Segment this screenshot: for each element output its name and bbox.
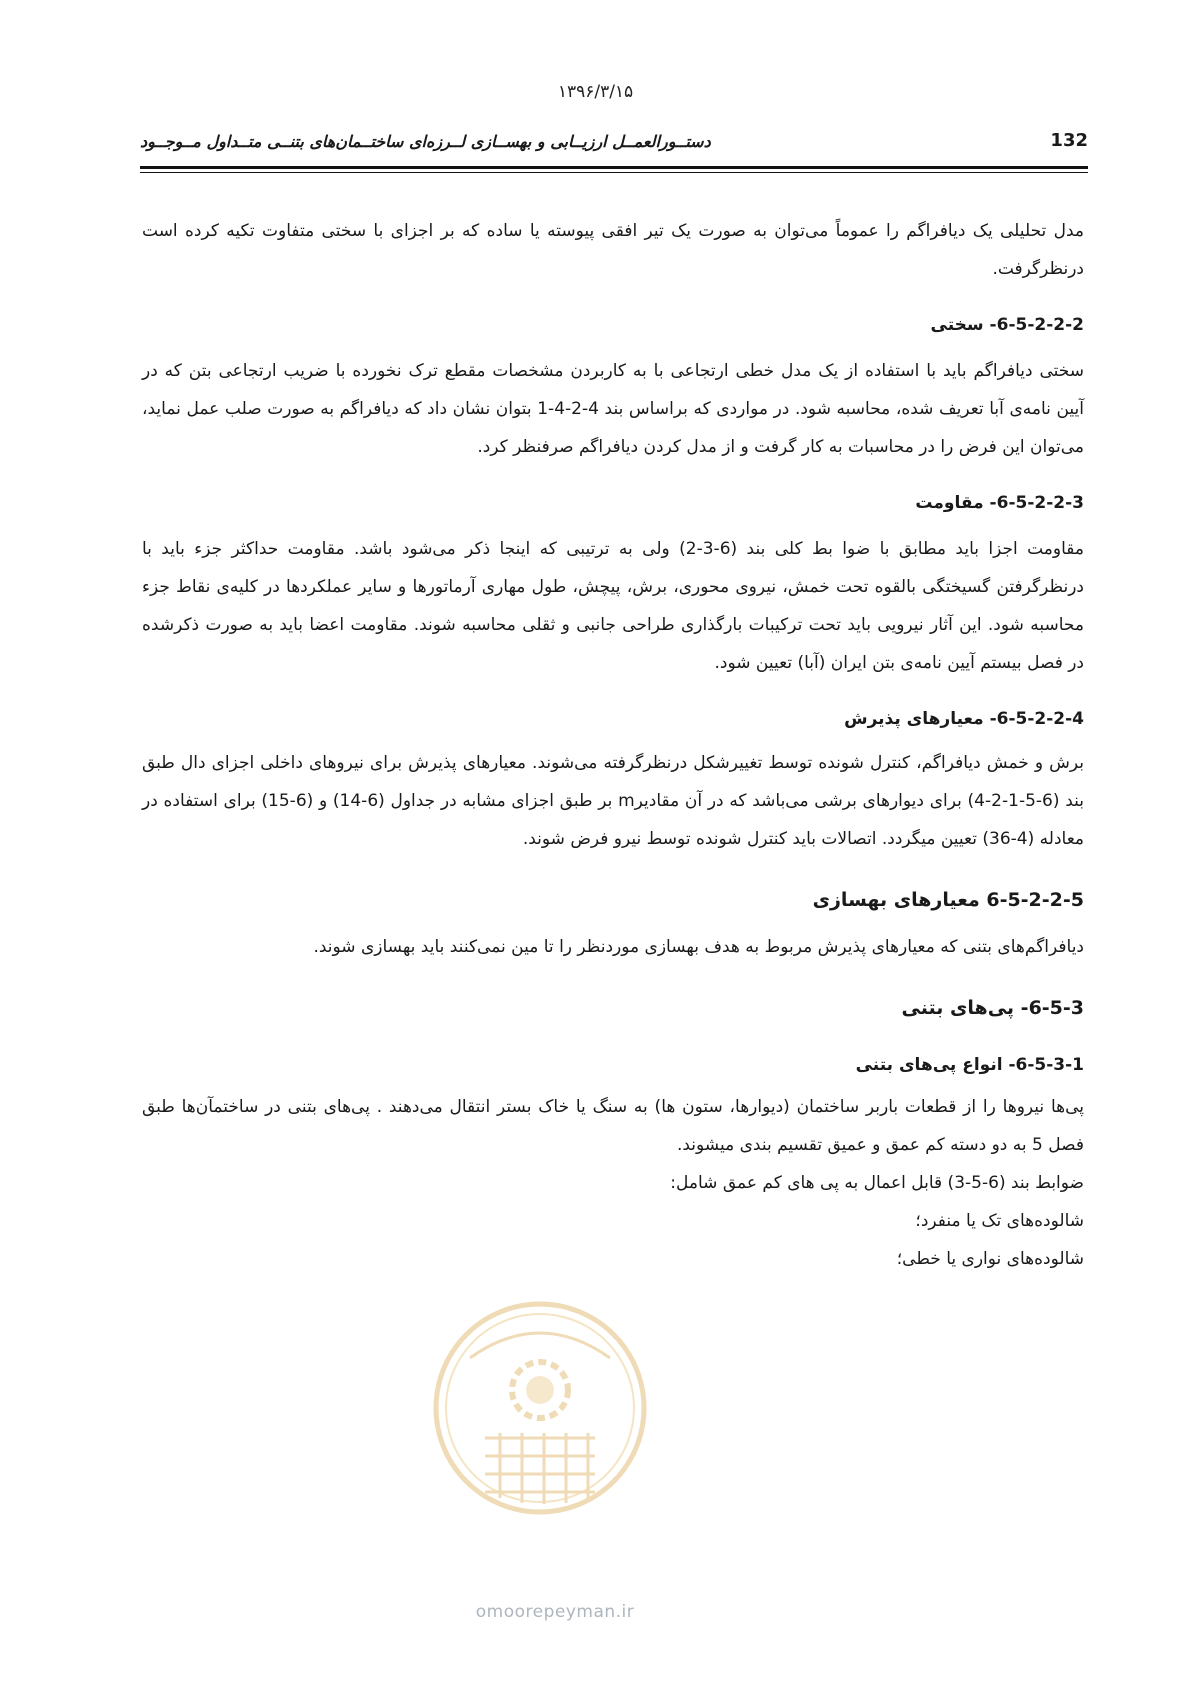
watermark-seal-icon — [430, 1298, 650, 1518]
watermark-url: omoorepeyman.ir — [475, 1602, 635, 1622]
strength-paragraph: مقاومت اجزا باید مطابق با ضوا بط کلی بند (6-3-2) ولی به ترتیبی که اینجا ذکر می‌شود باشد. مقاومت حداکثر جزء باید با درنظرگرفتن گسیختگی بالقوه تحت خمش، نیروی محوری، برش، پیچش، طول مهاری آرماتورها و سایر عملکردها در کلیه‌ی نقاط جزء محاسبه شود. این آثار نیرویی باید تحت ترکیبات بارگذاری طراحی جانبی و ثقلی محاسبه شوند. مقاومت اعضا باید به صورت ذکرشده در فصل بیستم آیین نامه‌ی بتن ایران (آبا) تعیین شود. — [142, 539, 1084, 673]
stiffness-paragraph: سختی دیافراگم باید با استفاده از یک مدل خطی ارتجاعی با به کاربردن مشخصات مقطع ترک نخورده با ضریب ارتجاعی بتن که در آیین نامه‌ی آبا تعریف شده، محاسبه شود. در مواردی که براساس بند 4-2-4-1 بتوان نشان داد که دیافراگم به صورت صلب عمل نماید، می‌توان این فرض را در محاسبات به کار گرفت و از مدل کردن دیافراگم صرفنظر کرد. — [142, 361, 1084, 457]
section-heading-foundation-types: 6-5-3-1- انواع پی‌های بتنی — [855, 1055, 1084, 1075]
acceptance-paragraph: برش و خمش دیافراگم، کنترل شونده توسط تغییرشکل درنظرگرفته می‌شوند. معیارهای پذیرش برای نیروهای داخلی اجزای دال طبق بند (6-5-1-2-4) برای دیوارهای برشی می‌باشد که در آن مقادیرm بر طبق اجزای مشابه در جداول (6-14) و (6-15) برای استفاده در معادله (4-36) تعیین میگردد. اتصالات باید کنترل شونده توسط نیرو فرض شوند. — [142, 753, 1084, 849]
page-content — [142, 212, 1084, 1278]
section-heading-foundations: 6-5-3- پی‌های بتنی — [901, 997, 1084, 1019]
page-number: 132 — [1050, 130, 1088, 151]
section-heading-retrofit: 6-5-2-2-5 معیارهای بهسازی — [812, 889, 1084, 911]
retrofit-paragraph: دیافراگم‌های بتنی که معیارهای پذیرش مربوط به هدف بهسازی موردنظر را تا مین نمی‌کنند باید بهسازی شوند. — [313, 937, 1084, 957]
page-date: ۱۳۹۶/۳/۱۵ — [557, 82, 634, 102]
header-rule-thick — [140, 166, 1088, 169]
list-item: شالوده‌های نواری یا خطی؛ — [896, 1249, 1084, 1269]
section-heading-acceptance: 6-5-2-2-4- معیارهای پذیرش — [844, 709, 1084, 729]
section-heading-stiffness: 6-5-2-2-2- سختی — [930, 315, 1084, 335]
header-rule-thin — [140, 172, 1088, 173]
running-title: دستــورالعمــل ارزیــابی و بهســازی لــرزه‌ای ساختــمان‌های بتنــی متــداول مــوجــود — [140, 132, 711, 151]
section-heading-strength: 6-5-2-2-3- مقاومت — [915, 493, 1084, 513]
foundation-types-paragraph: پی‌ها نیروها را از قطعات باربر ساختمان (دیوارها، ستون ها) به سنگ یا خاک بستر انتقال می‌دهند . پی‌های بتنی در ساختمآن‌ها طبق فصل 5 به دو دسته کم عمق و عمیق تقسیم بندی میشوند. — [142, 1097, 1084, 1155]
running-header — [140, 128, 1088, 160]
intro-paragraph: مدل تحلیلی یک دیافراگم را عموماً می‌توان به صورت یک تیر افقی پیوسته یا ساده که بر اجزای با سختی متفاوت تکیه کرده است درنظرگرفت. — [142, 221, 1084, 279]
shallow-rules-line: ضوابط بند (6-5-3) قابل اعمال به پی های کم عمق شامل: — [670, 1173, 1084, 1193]
list-item: شالوده‌های تک یا منفرد؛ — [915, 1211, 1084, 1231]
